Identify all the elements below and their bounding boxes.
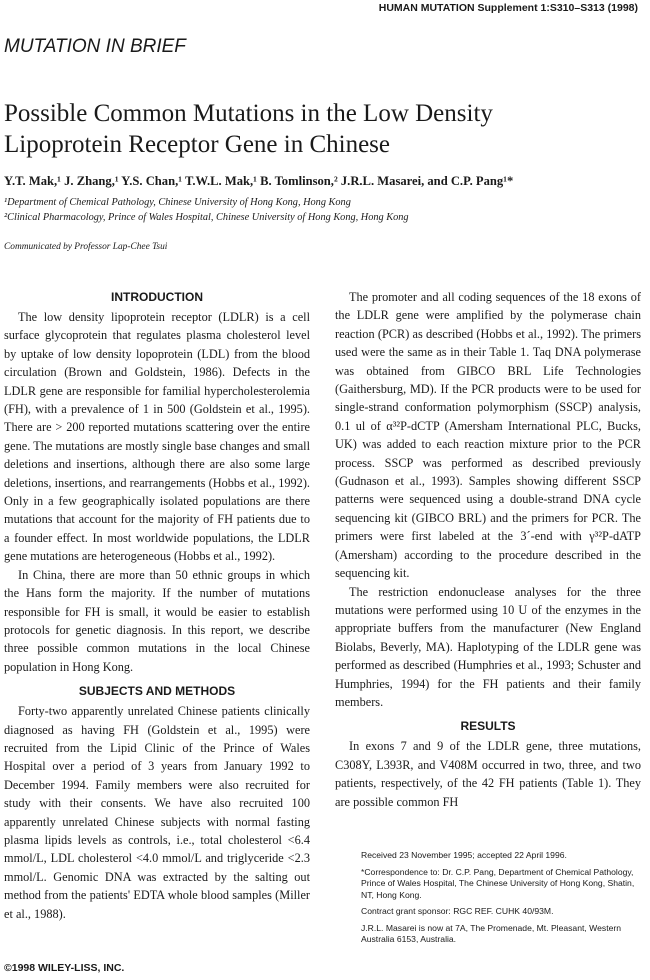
journal-header: HUMAN MUTATION Supplement 1:S310–S313 (1998) [378, 2, 638, 14]
author-list: Y.T. Mak,¹ J. Zhang,¹ Y.S. Chan,¹ T.W.L. Mak,¹ B. Tomlinson,² J.R.L. Masarei, and C.P. Pang¹* [4, 174, 514, 188]
left-column [4, 288, 310, 923]
right-column [335, 288, 641, 811]
section-label: MUTATION IN BRIEF [4, 36, 186, 57]
methods-paragraph-3: The restriction endonuclease analyses for the three mutations were performed using 10 U of the enzymes in the appropriate buffers from the manufacturer (New England Biolabs, Beverly, MA). Haplotyping of the LDLR gene was performed as described (Humphries et al., 1993; Schuster and Humphries, 1994) for the FH patients and their family members. [335, 584, 641, 709]
results-paragraph-1: In exons 7 and 9 of the LDLR gene, three mutations, C308Y, L393R, and V408M occurred in two, three, and two patients, respectively, of the 42 FH patients (Table 1). They are possible common FH [335, 739, 641, 809]
communicated-by: Communicated by Professor Lap-Chee Tsui [4, 242, 168, 252]
affiliation-2: ²Clinical Pharmacology, Prince of Wales Hospital, Chinese University of Hong Kong, Hong Kong [4, 212, 409, 223]
footnote-address: J.R.L. Masarei is now at 7A, The Promenade, Mt. Pleasant, Western Australia 6153, Australia. [361, 922, 621, 944]
footnote-correspondence: *Correspondence to: Dr. C.P. Pang, Department of Chemical Pathology, Prince of Wales Hospital, The Chinese University of Hong Kong, Shatin, NT, Hong Kong. [361, 866, 635, 900]
title-line-2: Lipoprotein Receptor Gene in Chinese [4, 131, 390, 158]
title-line-1: Possible Common Mutations in the Low Density [4, 100, 493, 127]
article-title [4, 98, 624, 160]
methods-paragraph-1: Forty-two apparently unrelated Chinese patients clinically diagnosed as having FH (Goldstein et al., 1995) were recruited from the Lipid Clinic of the Prince of Wales Hospital over a period of 3 years from January 1992 to December 1994. Family members were also recruited for study with their consents. We have also recruited 100 apparently unrelated Chinese subjects with normal fasting plasma lipids levels as controls, i.e., total cholesterol <6.4 mmol/L, LDL cholesterol <4.0 mmol/L and triglyceride <2.3 mmol/L. Genomic DNA was extracted by the salting out method from the patients' EDTA whole blood samples (Miller et al., 1988). [4, 704, 310, 921]
copyright: ©1998 WILEY-LISS, INC. [4, 962, 125, 974]
affiliation-1: ¹Department of Chemical Pathology, Chinese University of Hong Kong, Hong Kong [4, 197, 351, 208]
intro-paragraph-2: In China, there are more than 50 ethnic groups in which the Hans form the majority. If the number of mutations responsible for FH is small, it would be easier to establish protocols for genetic diagnosis. In this report, we describe three possible common mutations in the local Chinese population in Hong Kong. [4, 567, 310, 674]
methods-paragraph-2: The promoter and all coding sequences of the 18 exons of the LDLR gene were amplified by the polymerase chain reaction (PCR) as described (Hobbs et al., 1992). The primers used were the same as in their Table 1. Taq DNA polymerase was obtained from GIBCO BRL Life Technologies (Gaithersburg, MD). If the PCR products were to be used for single-strand conformation polymorphism (SSCP) analysis, 0.1 ul of α³²P-dCTP (Amersham International PLC, Bucks, UK) was added to each reaction mixture prior to the PCR process. SSCP was performed as described previously (Gudnason et al., 1993). Samples showing different SSCP patterns were sequenced using a double-strand DNA cycle sequencing kit (GIBCO BRL) and the primers for PCR. The primers were first labeled at the 3´-end with γ³²P-dATP (Amersham) according to the procedure described in the sequencing kit. [335, 290, 641, 581]
heading-results: RESULTS [460, 719, 516, 734]
intro-paragraph-1: The low density lipoprotein receptor (LDLR) is a cell surface glycoprotein that regulates plasma cholesterol level by uptake of low density lopoprotein (LDL) from the blood circulation (Brown and Goldstein, 1986). Defects in the LDLR gene are responsible for familial hypercholesterolemia (FH), with a prevalence of 1 in 500 (Goldstein et al., 1995). There are > 200 reported mutations scattering over the entire gene. The mutations are mostly single base changes and small deletions and insertions, although there are also some large deletions, insertions, and rearrangements (Hobbs et al., 1992). Only in a few geographically isolated populations are there mutations that account for the majority of FH patients due to a founder effect. In most worldwide populations, the LDLR gene mutations are heterogeneous (Hobbs et al., 1992). [4, 310, 310, 564]
heading-subjects-methods: SUBJECTS AND METHODS [78, 684, 236, 699]
footnote-grant: Contract grant sponsor: RGC REF. CUHK 40/93M. [361, 906, 554, 916]
footnote-received: Received 23 November 1995; accepted 22 April 1996. [361, 850, 567, 860]
footnotes [361, 850, 645, 951]
heading-introduction: INTRODUCTION [111, 290, 203, 304]
